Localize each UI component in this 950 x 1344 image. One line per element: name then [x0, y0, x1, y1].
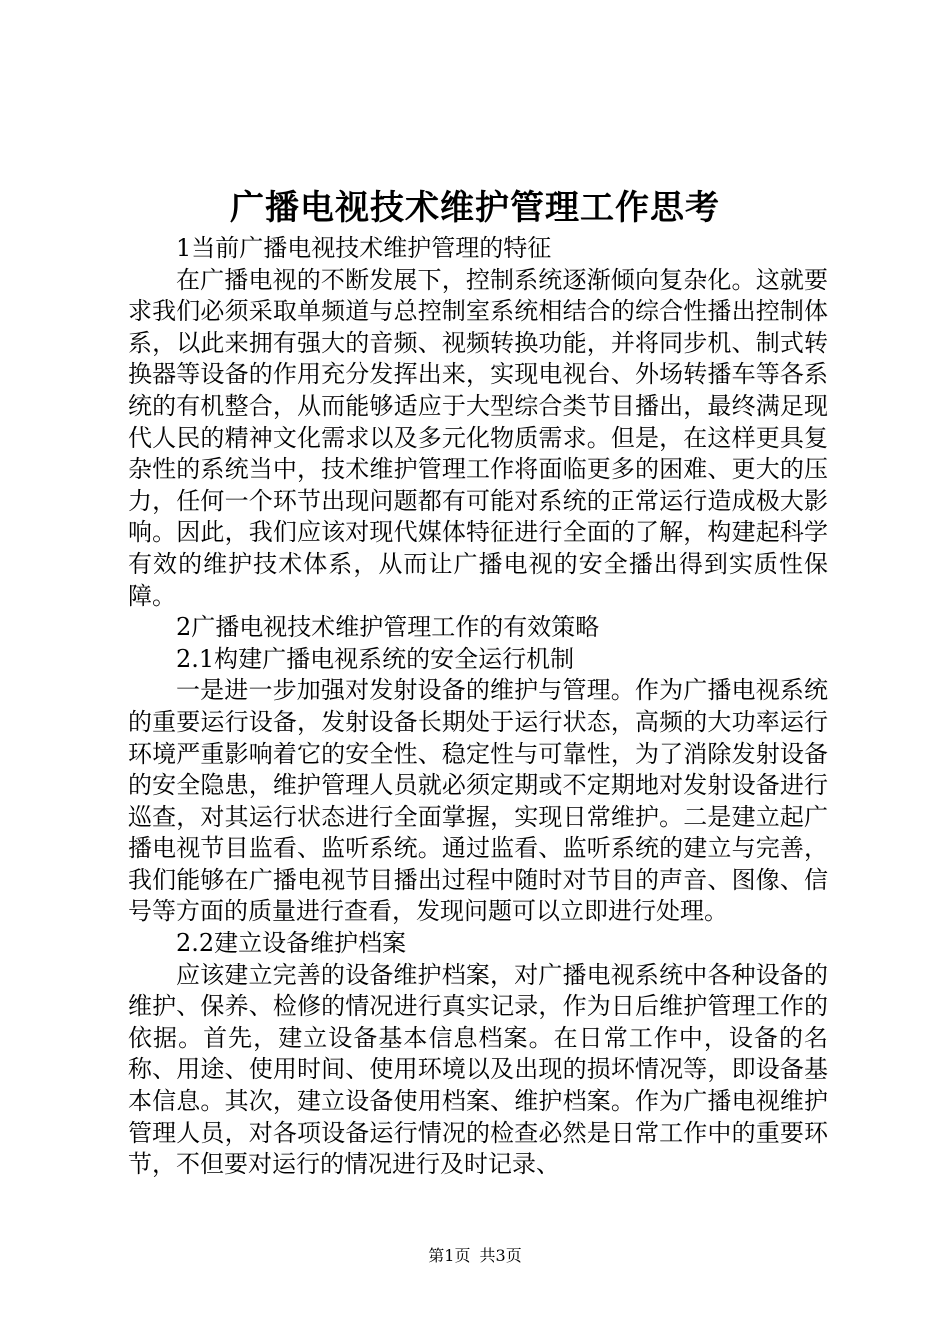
page-footer [0, 1244, 950, 1268]
section-heading-2: 2广播电视技术维护管理工作的有效策略 [176, 613, 600, 642]
section-heading-1: 1当前广播电视技术维护管理的特征 [176, 234, 552, 262]
document-body [128, 233, 828, 1181]
page-total: 共3页 [479, 1246, 522, 1265]
paragraph-2: 一是进一步加强对发射设备的维护与管理。作为广播电视系统的重要运行设备，发射设备长期处于运行状态，高频的大功率运行环境严重影响着它的安全性、稳定性与可靠性，为了消除发射设备的安全隐患，维护管理人员就必须定期或不定期地对发射设备进行巡查，对其运行状态进行全面掌握，实现日常维护。二是建立起广播电视节目监看、监听系统。通过监看、监听系统的建立与完善，我们能够在广播电视节目播出过程中随时对节目的声音、图像、信号等方面的质量进行查看，发现问题可以立即进行处理。 [128, 676, 828, 926]
page-number: 第1页 [428, 1246, 471, 1265]
paragraph-1: 在广播电视的不断发展下，控制系统逐渐倾向复杂化。这就要求我们必须采取单频道与总控制室系统相结合的综合性播出控制体系，以此来拥有强大的音频、视频转换功能，并将同步机、制式转换器等设备的作用充分发挥出来，实现电视台、外场转播车等各系统的有机整合，从而能够适应于大型综合类节目播出，最终满足现代人民的精神文化需求以及多元化物质需求。但是，在这样更具复杂性的系统当中，技术维护管理工作将面临更多的困难、更大的压力，任何一个环节出现问题都有可能对系统的正常运行造成极大影响。因此，我们应该对现代媒体特征进行全面的了解，构建起科学有效的维护技术体系，从而让广播电视的安全播出得到实质性保障。 [128, 265, 828, 610]
subsection-heading-2-2: 2.2建立设备维护档案 [176, 929, 407, 958]
paragraph-3: 应该建立完善的设备维护档案，对广播电视系统中各种设备的维护、保养、检修的情况进行真实记录，作为日后维护管理工作的依据。首先，建立设备基本信息档案。在日常工作中，设备的名称、用途、使用时间、使用环境以及出现的损坏情况等，即设备基本信息。其次，建立设备使用档案、维护档案。作为广播电视维护管理人员，对各项设备运行情况的检查必然是日常工作中的重要环节，不但要对运行的情况进行及时记录、 [128, 960, 828, 1179]
subsection-heading-2-1: 2.1构建广播电视系统的安全运行机制 [176, 644, 575, 673]
document-title: 广播电视技术维护管理工作思考 [230, 188, 720, 228]
